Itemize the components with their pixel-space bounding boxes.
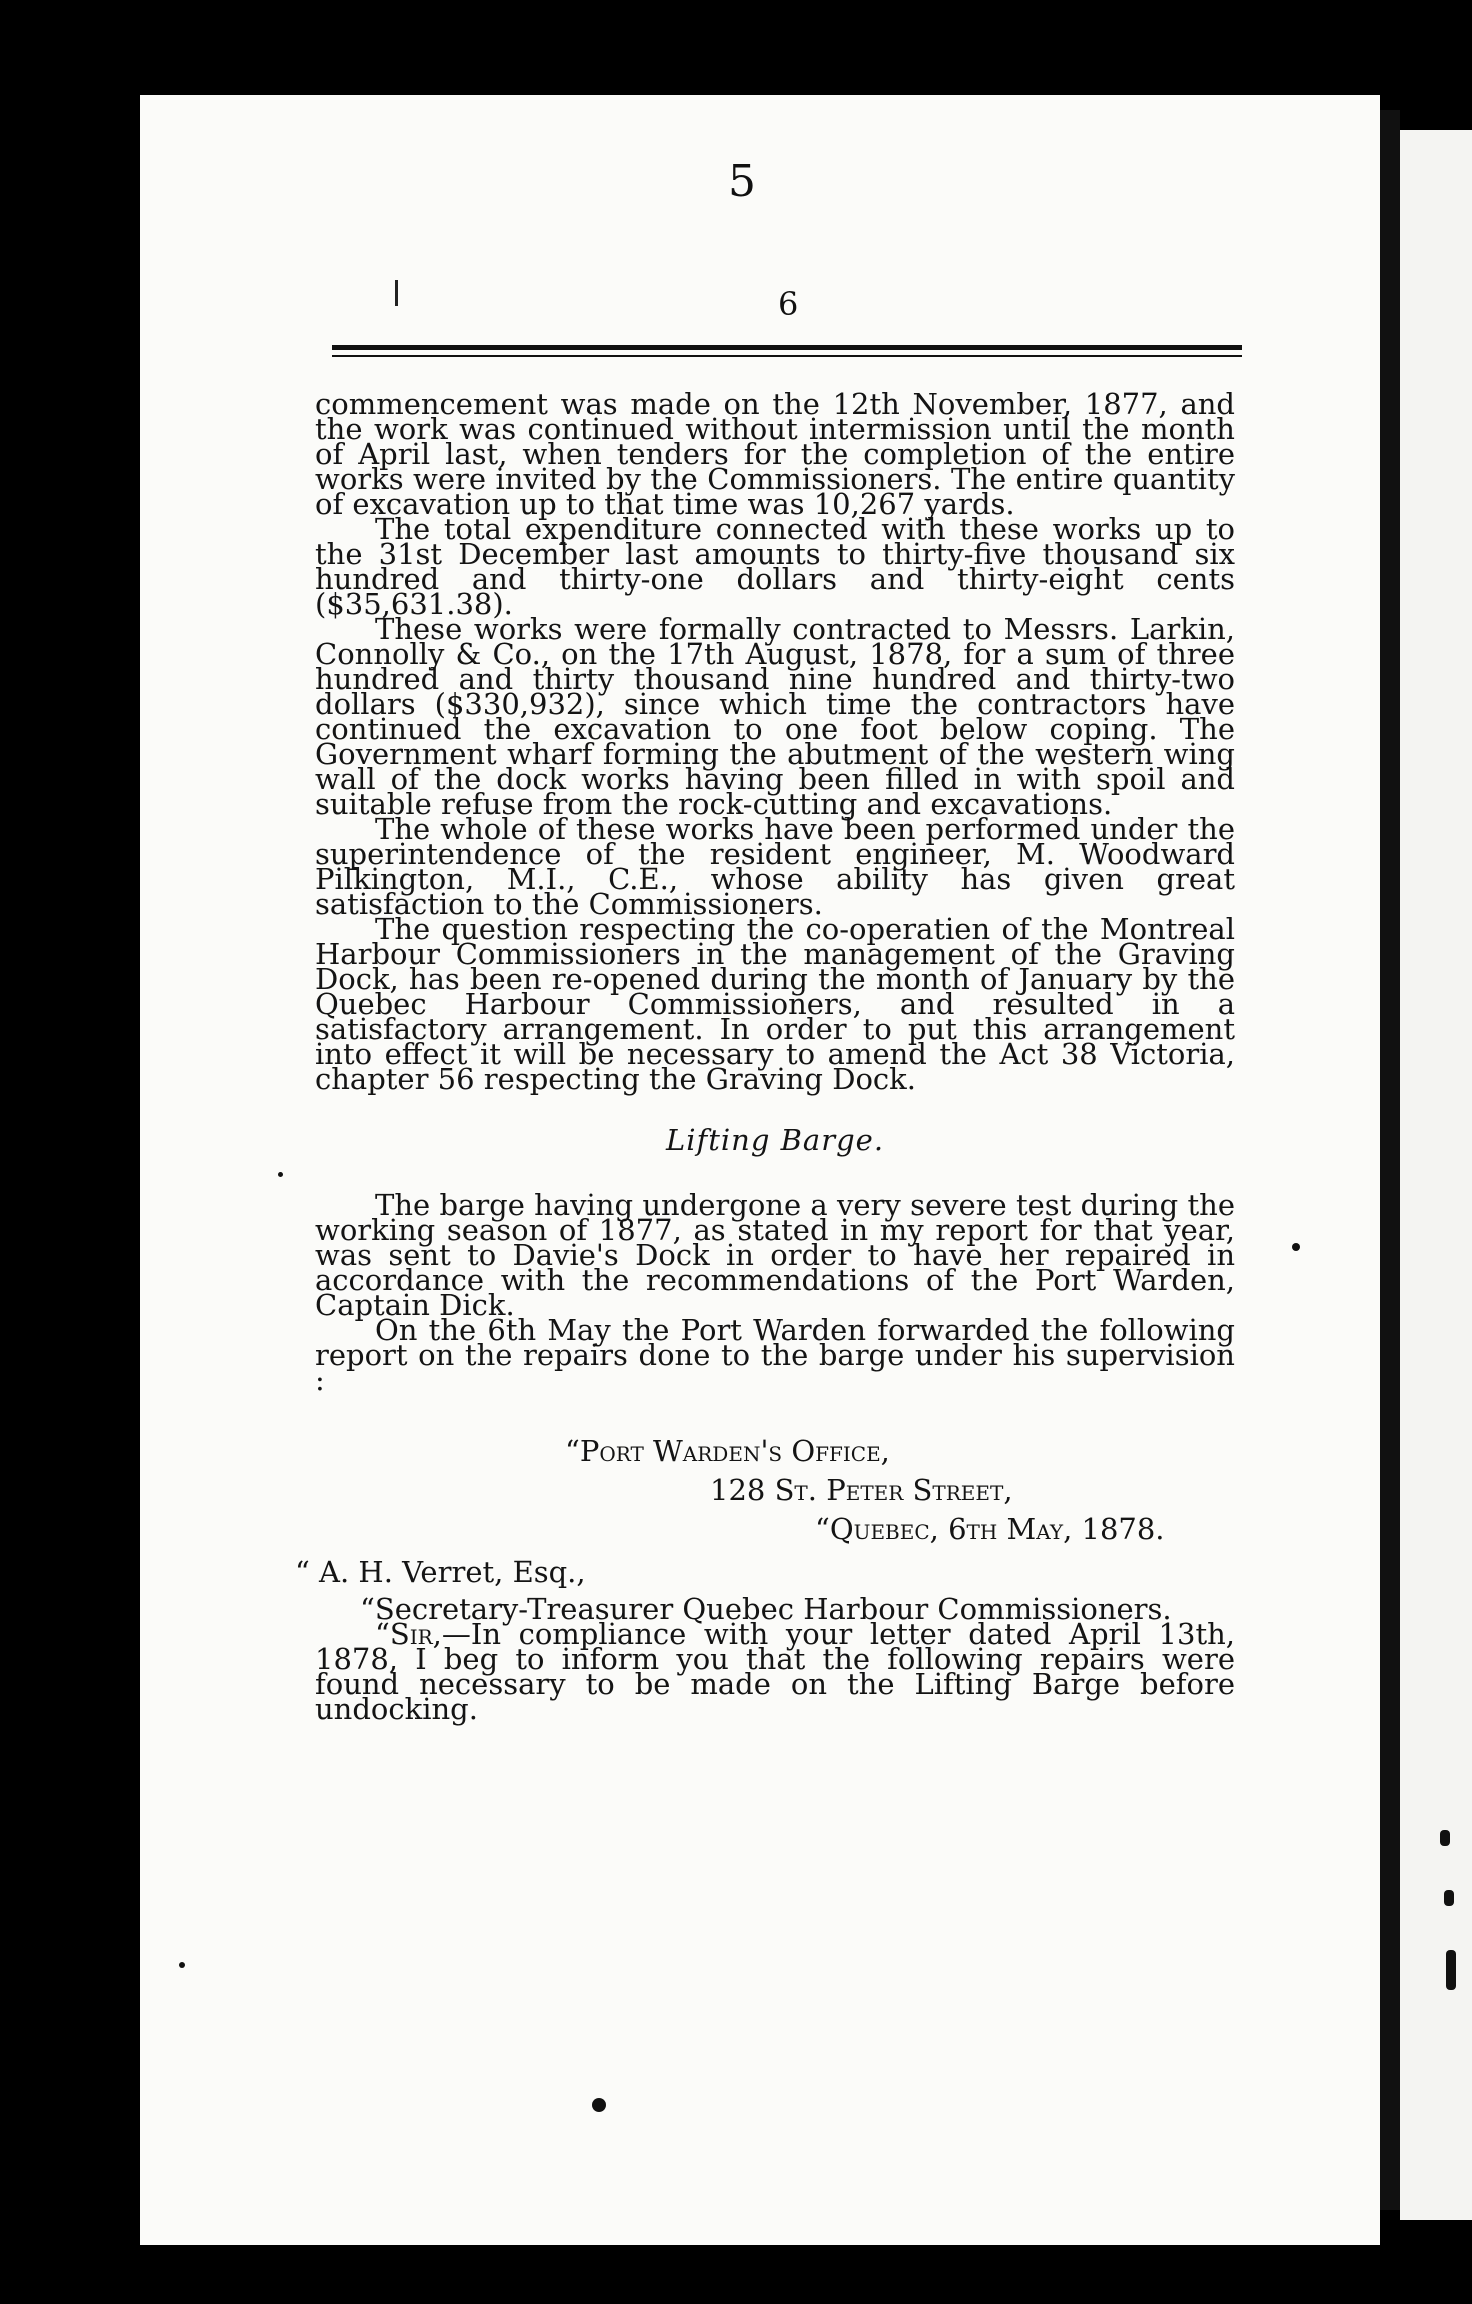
ink-speck: [1292, 1243, 1300, 1251]
paragraph: The whole of these works have been performed under the superintendence of the resident engineer, M. Woodward Pilkington, M.I., C.E., whose ability has given great satisfaction to the Commissioners.: [315, 812, 1235, 921]
scan-border-left: [0, 0, 140, 2304]
letter-salutation: “Sir,: [375, 1617, 442, 1651]
addressee-name: “ A. H. Verret, Esq.,: [295, 1555, 586, 1589]
paragraph: The barge having undergone a very severe test during the working season of 1877, as stated in my report for that year, was sent to Davie's Dock in order to have her repaired in accordance with the recommendations of the Port Warden, Captain Dick.: [315, 1188, 1235, 1322]
letter-addressee: [295, 1555, 1235, 1589]
section-heading: Lifting Barge.: [665, 1123, 885, 1157]
ink-speck: [278, 1172, 283, 1177]
letter-place-date: “Quebec, 6th May, 1878.: [815, 1512, 1165, 1546]
letter-opening: —In compliance with your letter dated April 13th, 1878, I beg to inform you that the following repairs were found necessary to be made on the Lifting Barge before undocking.: [315, 1617, 1235, 1726]
paragraph: commencement was made on the 12th November, 1877, and the work was continued without intermission until the month of April last, when tenders for the completion of the entire works were invited by the Commissioners. The entire quantity of excavation up to that time was 10,267 yards.: [315, 387, 1235, 521]
paragraph: The question respecting the co-operatien of the Montreal Harbour Commissioners in the management of the Graving Dock, has been re-opened during the month of January by the Quebec Harbour Commissioners, and resulted in a satisfactory arrangement. In order to put this arrangement into effect it will be necessary to amend the Act 38 Victoria, chapter 56 respecting the Graving Dock.: [315, 912, 1235, 1096]
paragraph: These works were formally contracted to Messrs. Larkin, Connolly & Co., on the 17th August, 1878, for a sum of three hundred and thirty thousand nine hundred and thirty-two dollars ($330,932), since which time the contractors have continued the excavation to one foot below coping. The Government wharf forming the abutment of the western wing wall of the dock works having been filled in with spoil and suitable refuse from the rock-cutting and excavations.: [315, 612, 1235, 821]
header-rule-thick: [332, 345, 1242, 350]
body-text: [295, 387, 1235, 1726]
letter-body: [315, 1617, 1235, 1726]
letter-addressee-title: “Secretary-Treasurer Quebec Harbour Commissioners.: [360, 1592, 1172, 1626]
handwritten-annotation: 5: [728, 156, 756, 207]
paragraph: On the 6th May the Port Warden forwarded the following report on the repairs done to the barge under his supervision :: [315, 1313, 1235, 1397]
paragraph: The total expenditure connected with these works up to the 31st December last amounts to thirty-five thousand six hundred and thirty-one dollars and thirty-eight cents ($35,631.38).: [315, 512, 1235, 621]
page-number: 6: [778, 285, 799, 323]
letter-street: 128 St. Peter Street,: [710, 1473, 1013, 1507]
letter-office: “Port Warden's Office,: [565, 1434, 890, 1468]
margin-tick-mark: [395, 280, 398, 306]
ink-blot: [592, 2098, 606, 2112]
ink-speck: [1440, 1830, 1450, 1846]
adjacent-page-strip: [1400, 130, 1472, 2220]
ink-speck: [179, 1962, 185, 1968]
ink-speck: [1446, 1950, 1456, 1990]
header-rule-thin: [332, 355, 1242, 357]
ink-speck: [1444, 1890, 1454, 1906]
page-edge-shadow: [1380, 110, 1400, 2210]
